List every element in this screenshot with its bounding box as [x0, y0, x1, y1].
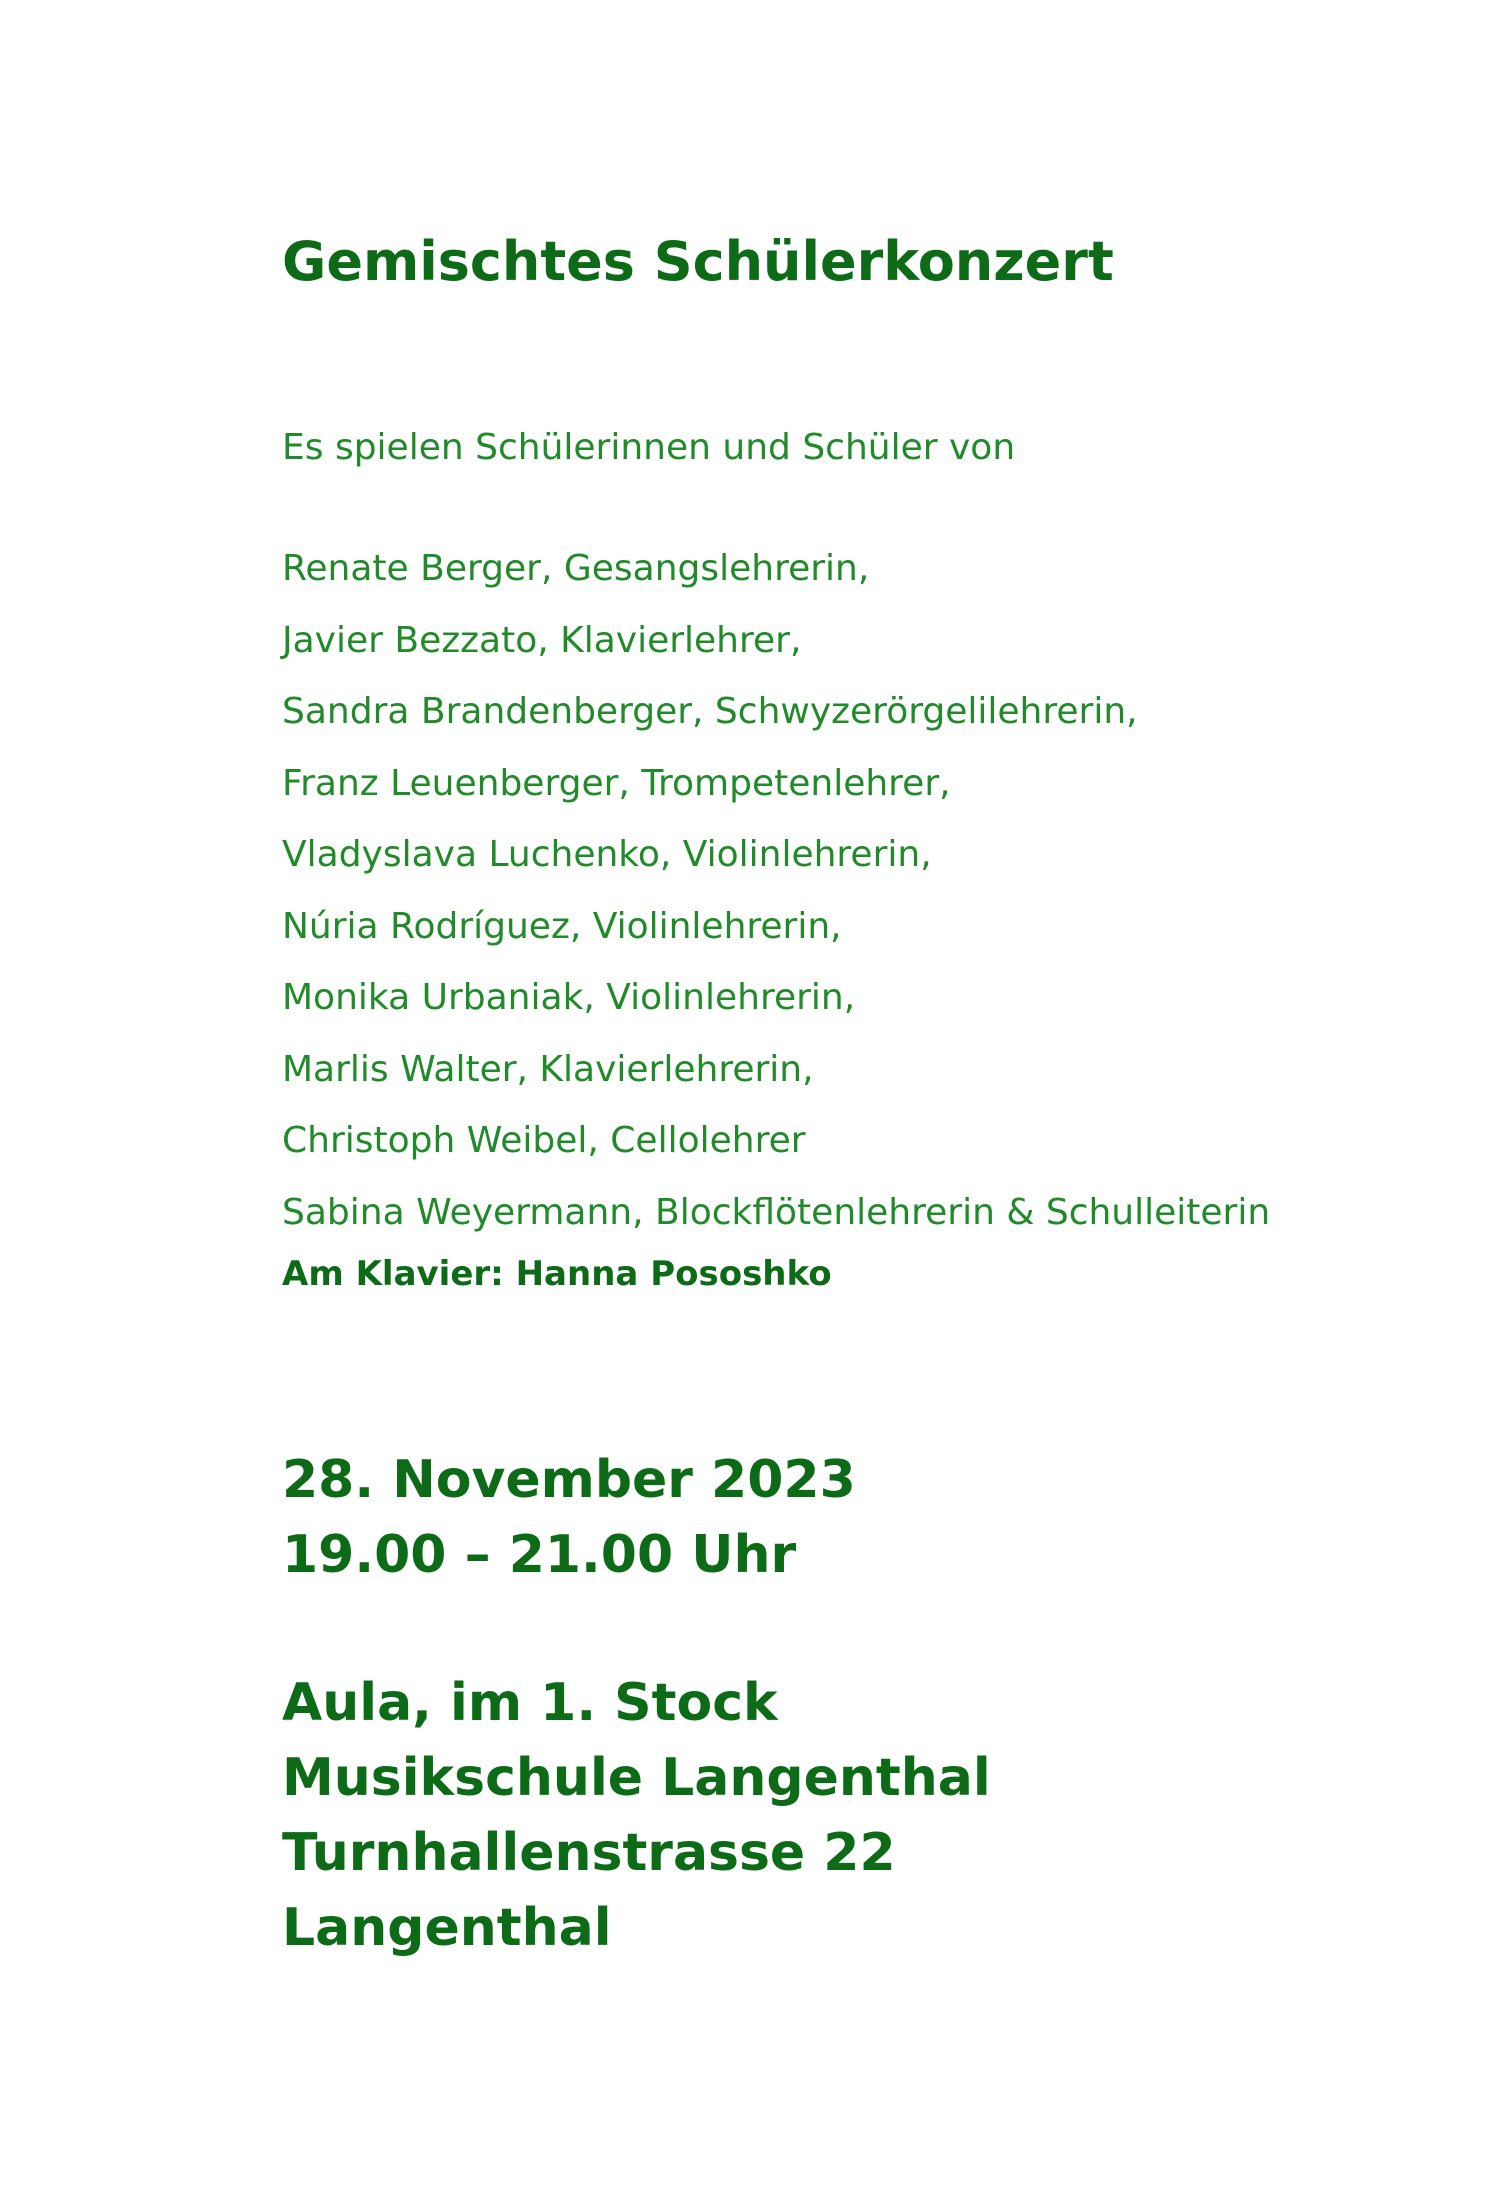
teacher-item: Núria Rodríguez, Violinlehrerin,: [282, 905, 842, 947]
venue-school: Musikschule Langenthal: [282, 1748, 991, 1808]
intro-text: Es spielen Schülerinnen und Schüler von: [282, 427, 1016, 468]
teacher-item: Javier Bezzato, Klavierlehrer,: [282, 619, 802, 661]
teacher-item: Sandra Brandenberger, Schwyzerörgelilehrerin,: [282, 691, 1138, 732]
piano-accompanist: Am Klavier: Hanna Pososhko: [282, 1254, 832, 1294]
teacher-item: Sabina Weyermann, Blockflötenlehrerin & Schulleiterin: [282, 1191, 1271, 1233]
venue-street: Turnhallenstrasse 22: [282, 1823, 896, 1883]
event-date: 28. November 2023: [282, 1450, 856, 1510]
event-venue: [282, 1666, 991, 1966]
teacher-item: Marlis Walter, Klavierlehrerin,: [282, 1048, 814, 1090]
event-time: 19.00 – 21.00 Uhr: [282, 1525, 797, 1585]
teacher-item: Vladyslava Luchenko, Violinlehrerin,: [282, 834, 932, 875]
venue-city: Langenthal: [282, 1898, 612, 1958]
event-datetime: [282, 1443, 856, 1593]
teacher-list: [282, 533, 1270, 1248]
teacher-item: Franz Leuenberger, Trompetenlehrer,: [282, 762, 951, 804]
teacher-item: Renate Berger, Gesangslehrerin,: [282, 548, 870, 589]
page-title: Gemischtes Schülerkonzert: [282, 230, 1114, 293]
teacher-item: Christoph Weibel, Cellolehrer: [282, 1120, 806, 1161]
venue-room: Aula, im 1. Stock: [282, 1673, 778, 1733]
teacher-item: Monika Urbaniak, Violinlehrerin,: [282, 977, 856, 1018]
